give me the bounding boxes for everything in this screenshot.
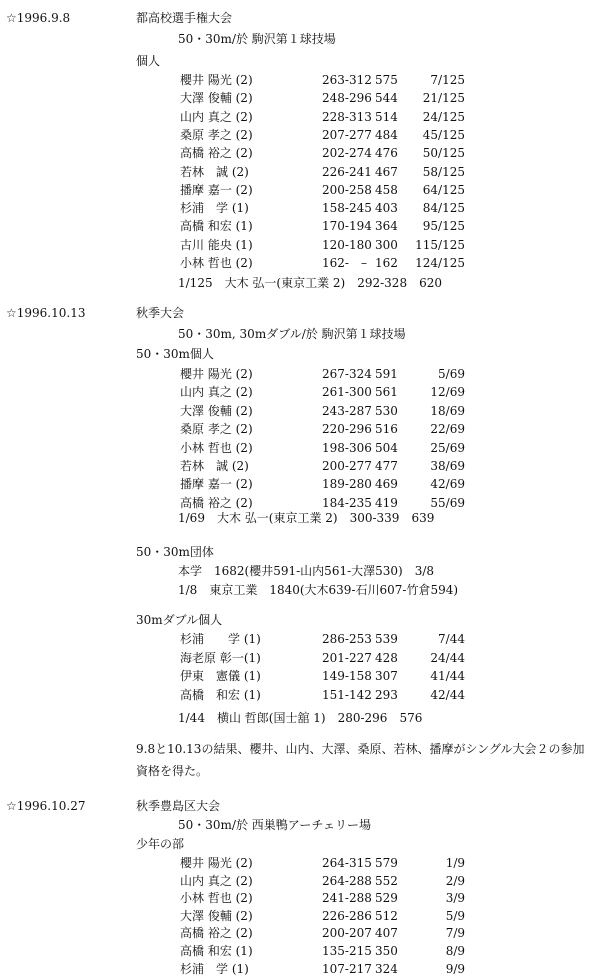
placement: 18/69 (430, 403, 465, 418)
placement: 84/125 (422, 201, 465, 216)
distance-scores: 226-241 (322, 164, 372, 179)
placement: 7/125 (430, 73, 465, 87)
placement: 21/125 (422, 91, 465, 106)
result-row (0, 74, 600, 90)
athlete-name: 杉浦 学 (1) (180, 961, 249, 976)
result-row (0, 857, 600, 873)
placement: 115/125 (415, 237, 465, 252)
athlete-name: 櫻井 陽光 (2) (180, 856, 253, 870)
total-score: 561 (375, 385, 398, 400)
total-score: 539 (375, 632, 398, 646)
double-category: 30mダブル個人 (136, 613, 223, 627)
placement: 7/44 (438, 632, 465, 646)
result-row (0, 166, 600, 182)
result-row (0, 927, 600, 943)
athlete-name: 小林 哲也 (2) (180, 891, 253, 906)
event-venue: 50・30m, 30mダブル/於 駒沢第１球技場 (178, 327, 406, 341)
result-row (0, 92, 600, 108)
total-score: 419 (375, 495, 398, 510)
athlete-name: 播摩 嘉一 (2) (180, 477, 253, 492)
athlete-name: 高橋 裕之 (2) (180, 495, 253, 510)
total-score: 307 (375, 669, 398, 684)
athlete-name: 高橋 裕之 (2) (180, 926, 253, 941)
athlete-name: 山内 真之 (2) (180, 385, 253, 400)
total-score: 552 (375, 873, 398, 888)
athlete-name: 櫻井 陽光 (2) (180, 73, 253, 87)
total-score: 575 (375, 73, 398, 87)
result-row (0, 910, 600, 926)
distance-scores: 162- – (322, 256, 367, 270)
result-row (0, 460, 600, 476)
total-score: 469 (375, 477, 398, 492)
top-finisher: 1/44 横山 哲郎(国士舘 1) 280-296 576 (178, 711, 423, 725)
distance-scores: 170-194 (322, 219, 372, 234)
result-row (0, 423, 600, 439)
athlete-name: 大澤 俊輔 (2) (180, 908, 253, 923)
athlete-name: 高橋 和宏 (1) (180, 219, 253, 234)
placement: 24/44 (430, 650, 465, 665)
event-venue: 50・30m/於 駒沢第１球技場 (178, 32, 336, 46)
result-row (0, 147, 600, 163)
distance-scores: 201-227 (322, 650, 372, 665)
result-row (0, 892, 600, 908)
event-title: 秋季豊島区大会 (136, 799, 221, 813)
distance-scores: 151-142 (322, 688, 372, 703)
placement: 2/9 (445, 873, 465, 888)
distance-scores: 200-207 (322, 926, 372, 941)
distance-scores: 107-217 (322, 961, 372, 976)
total-score: 516 (375, 422, 398, 437)
placement: 95/125 (422, 219, 465, 234)
total-score: 324 (375, 961, 398, 976)
athlete-name: 大澤 俊輔 (2) (180, 91, 253, 106)
athlete-name: 杉浦 学 (1) (180, 632, 261, 646)
placement: 124/125 (415, 256, 465, 270)
distance-scores: 189-280 (322, 477, 372, 492)
qualification-note: 9.8と10.13の結果、櫻井、山内、大澤、桑原、若林、播摩がシングル大会２の参加資格を得た。 (136, 742, 585, 778)
athlete-name: 小林 哲也 (2) (180, 440, 253, 455)
distance-scores: 207-277 (322, 127, 372, 142)
result-row (0, 129, 600, 145)
athlete-name: 杉浦 学 (1) (180, 201, 249, 216)
placement: 22/69 (430, 422, 465, 437)
total-score: 477 (375, 459, 398, 473)
total-score: 467 (375, 164, 398, 179)
total-score: 529 (375, 891, 398, 906)
event-date: ☆1996.10.13 (6, 306, 86, 320)
athlete-name: 高橋 和宏 (1) (180, 688, 261, 703)
total-score: 591 (375, 367, 398, 381)
result-row (0, 689, 600, 705)
athlete-name: 小林 哲也 (2) (180, 256, 253, 270)
result-row (0, 652, 600, 668)
total-score: 504 (375, 440, 398, 455)
distance-scores: 264-315 (322, 856, 372, 870)
result-row (0, 111, 600, 127)
placement: 58/125 (422, 164, 465, 179)
placement: 8/9 (445, 944, 465, 958)
result-row (0, 405, 600, 421)
total-score: 428 (375, 650, 398, 665)
distance-scores: 158-245 (322, 201, 372, 216)
distance-scores: 149-158 (322, 669, 372, 684)
total-score: 476 (375, 146, 398, 161)
distance-scores: 264-288 (322, 873, 372, 888)
top-finisher: 1/69 大木 弘一(東京工業 2) 300-339 639 (178, 511, 435, 525)
distance-scores: 267-324 (322, 367, 372, 381)
result-row (0, 633, 600, 649)
distance-scores: 226-286 (322, 908, 372, 923)
result-row (0, 670, 600, 686)
result-row (0, 257, 600, 273)
athlete-name: 播摩 嘉一 (2) (180, 182, 253, 197)
total-score: 458 (375, 182, 398, 197)
placement: 55/69 (430, 495, 465, 510)
total-score: 364 (375, 219, 398, 234)
result-row (0, 202, 600, 218)
distance-scores: 120-180 (322, 237, 372, 252)
total-score: 350 (375, 944, 398, 958)
placement: 41/44 (430, 669, 465, 684)
distance-scores: 263-312 (322, 73, 372, 87)
total-score: 514 (375, 109, 398, 124)
distance-scores: 248-296 (322, 91, 372, 106)
total-score: 544 (375, 91, 398, 106)
top-finisher: 1/125 大木 弘一(東京工業 2) 292-328 620 (178, 276, 442, 290)
placement: 9/9 (445, 961, 465, 976)
result-row (0, 184, 600, 200)
athlete-name: 桑原 孝之 (2) (180, 127, 253, 142)
total-score: 403 (375, 201, 398, 216)
event-category: 50・30m個人 (136, 347, 214, 361)
placement: 5/69 (438, 367, 465, 381)
distance-scores: 286-253 (322, 632, 372, 646)
distance-scores: 243-287 (322, 403, 372, 418)
distance-scores: 200-258 (322, 182, 372, 197)
total-score: 293 (375, 688, 398, 703)
placement: 38/69 (430, 459, 465, 473)
event-venue: 50・30m/於 西巣鴨アーチェリー場 (178, 818, 372, 832)
total-score: 484 (375, 127, 398, 142)
placement: 5/9 (445, 908, 465, 923)
event-date: ☆1996.10.27 (6, 799, 86, 813)
athlete-name: 高橋 裕之 (2) (180, 146, 253, 161)
result-row (0, 239, 600, 255)
total-score: 300 (375, 237, 398, 252)
result-row (0, 442, 600, 458)
result-row (0, 478, 600, 494)
placement: 1/9 (445, 856, 465, 870)
placement: 50/125 (422, 146, 465, 161)
result-row (0, 220, 600, 236)
athlete-name: 櫻井 陽光 (2) (180, 367, 253, 381)
team-result: 本学 1682(櫻井591-山内561-大澤530) 3/8 (178, 564, 435, 578)
athlete-name: 伊東 憲儀 (1) (180, 669, 261, 684)
result-row (0, 945, 600, 961)
athlete-name: 若林 誠 (2) (180, 164, 249, 179)
athlete-name: 山内 真之 (2) (180, 109, 253, 124)
placement: 42/69 (430, 477, 465, 492)
team-result: 1/8 東京工業 1840(大木639-石川607-竹倉594) (178, 583, 459, 597)
result-row (0, 386, 600, 402)
result-row (0, 875, 600, 891)
result-row (0, 963, 600, 979)
placement: 64/125 (422, 182, 465, 197)
total-score: 407 (375, 926, 398, 941)
placement: 3/9 (445, 891, 465, 906)
distance-scores: 135-215 (322, 944, 372, 958)
total-score: 162 (375, 256, 398, 270)
team-category: 50・30m団体 (136, 545, 214, 559)
total-score: 512 (375, 908, 398, 923)
event-title: 秋季大会 (136, 306, 185, 320)
distance-scores: 200-277 (322, 459, 372, 473)
athlete-name: 高橋 和宏 (1) (180, 944, 253, 958)
distance-scores: 261-300 (322, 385, 372, 400)
total-score: 530 (375, 403, 398, 418)
placement: 45/125 (422, 127, 465, 142)
distance-scores: 220-296 (322, 422, 372, 437)
event-category: 少年の部 (136, 837, 185, 851)
total-score: 579 (375, 856, 398, 870)
placement: 42/44 (430, 688, 465, 703)
event-date: ☆1996.9.8 (6, 11, 71, 25)
athlete-name: 山内 真之 (2) (180, 873, 253, 888)
distance-scores: 241-288 (322, 891, 372, 906)
placement: 7/9 (445, 926, 465, 941)
event-category: 個人 (136, 54, 161, 68)
result-row (0, 368, 600, 384)
distance-scores: 198-306 (322, 440, 372, 455)
event-title: 都高校選手権大会 (136, 11, 233, 25)
distance-scores: 184-235 (322, 495, 372, 510)
distance-scores: 202-274 (322, 146, 372, 161)
placement: 25/69 (430, 440, 465, 455)
athlete-name: 海老原 彰一(1) (180, 650, 261, 665)
placement: 12/69 (430, 385, 465, 400)
athlete-name: 古川 能央 (1) (180, 237, 253, 252)
athlete-name: 大澤 俊輔 (2) (180, 403, 253, 418)
distance-scores: 228-313 (322, 109, 372, 124)
athlete-name: 若林 誠 (2) (180, 459, 249, 473)
athlete-name: 桑原 孝之 (2) (180, 422, 253, 437)
placement: 24/125 (422, 109, 465, 124)
